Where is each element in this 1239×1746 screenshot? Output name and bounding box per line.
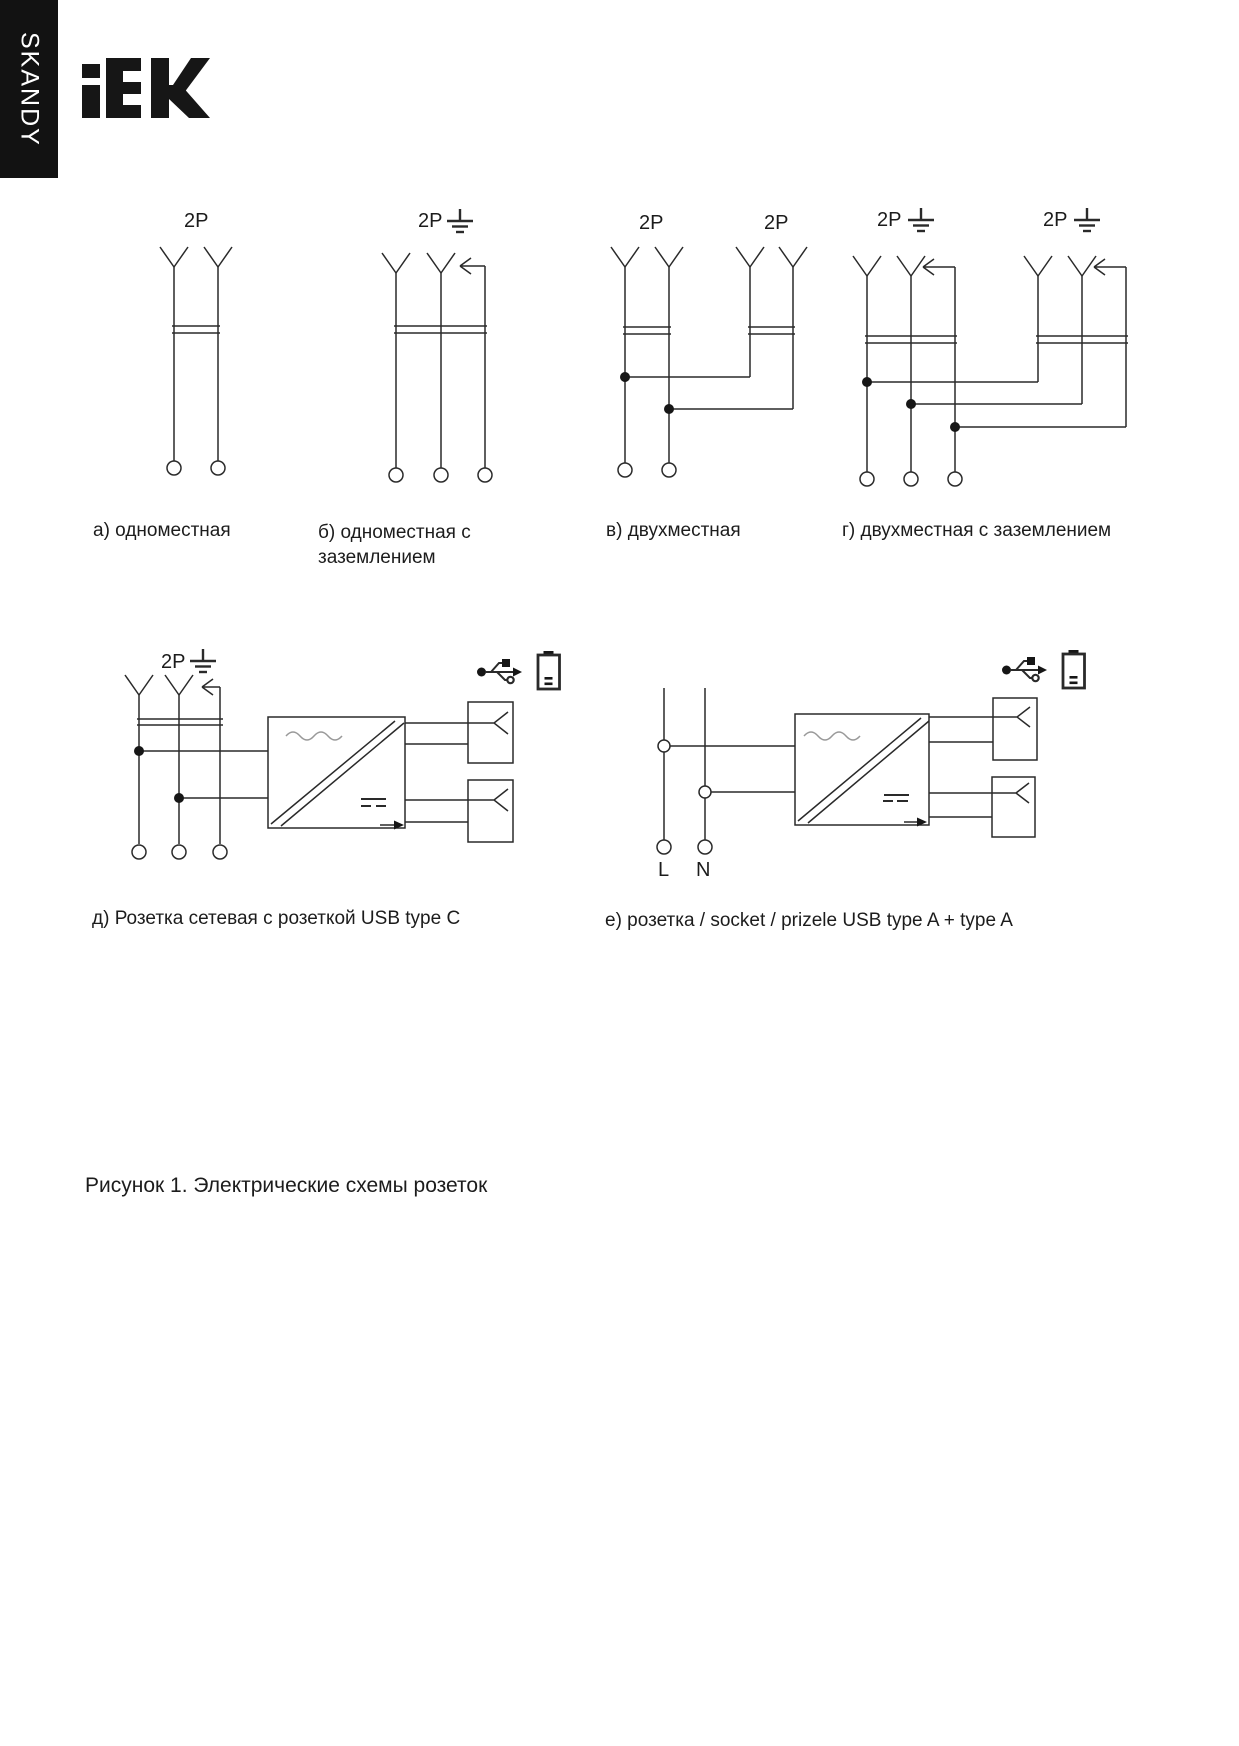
pole-count-label: 2P [161, 651, 186, 673]
socket-contact-icon [993, 707, 1030, 727]
earth-ground-icon [908, 208, 934, 231]
earth-ground-icon [447, 209, 473, 232]
pole-count-label: 2P [418, 210, 443, 232]
earth-ground-icon [190, 649, 216, 672]
figure-caption: Рисунок 1. Электрические схемы розеток [85, 1174, 488, 1197]
diagram-d-caption: д) Розетка сетевая с розеткой USB type C [92, 908, 461, 929]
ac-wave-icon [804, 732, 860, 740]
diagram-b-schematic [382, 209, 492, 482]
ac-dc-converter-box [795, 714, 929, 827]
diagram-a-caption: а) одноместная [93, 520, 231, 541]
ac-dc-converter-box [268, 717, 405, 830]
pole-count-label: 2P [639, 212, 664, 234]
usb-output-socket-box [468, 702, 513, 763]
diagram-g-caption: г) двухместная с заземлением [842, 520, 1112, 541]
pole-count-label: 2P [1043, 209, 1068, 231]
socket-contact-icon [992, 783, 1029, 803]
usb-output-socket-box [468, 780, 513, 842]
usb-trident-icon [1002, 657, 1047, 681]
pole-count-label: 2P [764, 212, 789, 234]
usb-trident-icon [477, 659, 522, 683]
usb-output-socket-box [993, 698, 1037, 760]
battery-charging-icon [1063, 650, 1085, 688]
diagram-d-schematic [125, 649, 560, 859]
series-banner-label: SKANDY [15, 31, 44, 147]
socket-contact-icon [468, 789, 508, 811]
neutral-conductor-label: N [696, 859, 711, 881]
line-conductor-label: L [658, 859, 670, 881]
usb-output-socket-box [992, 777, 1035, 837]
diagram-e-schematic [657, 650, 1085, 854]
diagram-a-schematic [160, 247, 232, 475]
socket-contact-icon [468, 712, 508, 734]
pole-count-label: 2P [184, 210, 209, 232]
diagram-b-caption: б) одноместная с заземлением [318, 522, 471, 568]
earth-ground-icon [1074, 208, 1100, 231]
diagram-g-schematic [853, 208, 1128, 486]
diagram-v-caption: в) двухместная [606, 520, 741, 541]
battery-charging-icon [538, 651, 560, 689]
pole-count-label: 2P [877, 209, 902, 231]
diagram-v-schematic [611, 247, 807, 477]
ac-wave-icon [286, 732, 342, 740]
diagram-e-caption: е) розетка / socket / prizele USB type A + type A [605, 910, 1013, 931]
